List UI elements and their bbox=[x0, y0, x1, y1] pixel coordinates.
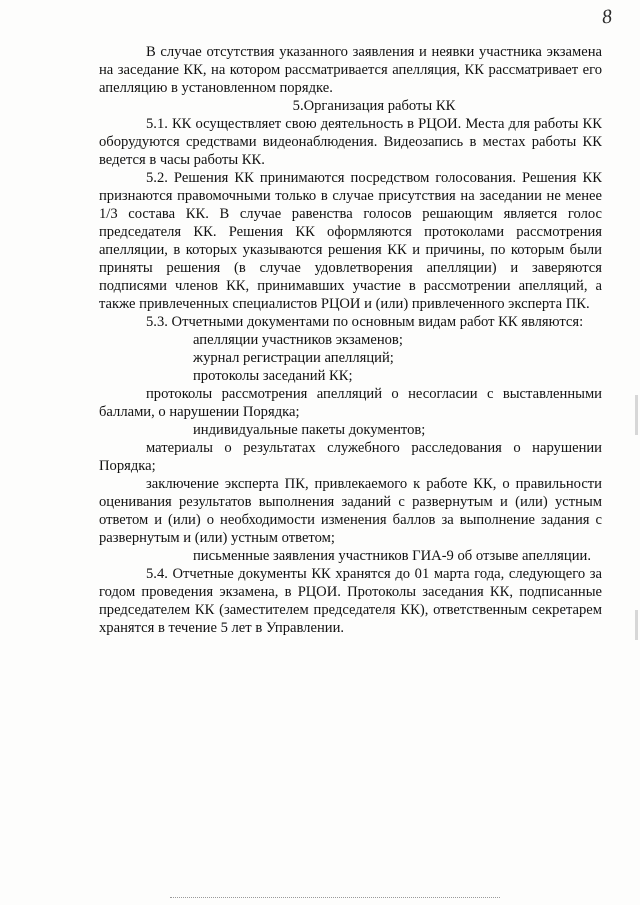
page-number: 8 bbox=[600, 5, 614, 29]
list-item: журнал регистрации апелляций; bbox=[193, 350, 394, 366]
list-item: протоколы заседаний КК; bbox=[193, 368, 353, 384]
list-item: апелляции участников экзаменов; bbox=[193, 332, 403, 348]
document-body bbox=[99, 43, 602, 637]
scan-artifact-line bbox=[170, 897, 500, 899]
paragraph-5-1: 5.1. КК осуществляет свою деятельность в РЦОИ. Места для работы КК оборудуются средствами видеонаблюдения. Видеозапись в местах работы КК ведется в часы работы КК. bbox=[99, 116, 602, 168]
list-item: протоколы рассмотрения апелляций о несогласии с выставленными баллами, о нарушении Порядка; bbox=[99, 386, 602, 420]
intro-paragraph: В случае отсутствия указанного заявления и неявки участника экзамена на заседание КК, на котором рассматривается апелляция, КК рассматривает его апелляцию в установленном порядке. bbox=[99, 44, 602, 96]
scan-edge-mark bbox=[635, 610, 638, 640]
paragraph-5-3: 5.3. Отчетными документами по основным видам работ КК являются: bbox=[146, 314, 584, 330]
paragraph-5-4: 5.4. Отчетные документы КК хранятся до 01 марта года, следующего за годом проведения экзамена, в РЦОИ. Протоколы заседания КК, подписанные председателем КК (заместителем председателя КК), ответственным секретарем хранятся в течение 5 лет в Управлении. bbox=[99, 566, 602, 636]
paragraph-5-2: 5.2. Решения КК принимаются посредством голосования. Решения КК признаются правомочными только в случае присутствия на заседании не менее 1/3 состава КК. В случае равенства голосов решающим является голос председателя КК. Решения КК оформляются протоколами рассмотрения апелляции, в которых указываются решения КК и причины, по которым были приняты решения (в случае удовлетворения апелляции) и заверяются подписями членов КК, принимавших участие в рассмотрении апелляций, а также привлеченных специалистов РЦОИ и (или) привлеченного эксперта ПК. bbox=[99, 170, 602, 312]
list-item: заключение эксперта ПК, привлекаемого к работе КК, о правильности оценивания результатов выполнения заданий с развернутым и (или) устным ответом и (или) о необходимости изменения баллов за выполнение задания с развернутым и (или) устным ответом; bbox=[99, 476, 602, 546]
scan-edge-mark bbox=[635, 395, 638, 435]
list-item: материалы о результатах служебного расследования о нарушении Порядка; bbox=[99, 440, 602, 474]
list-item: письменные заявления участников ГИА-9 об отзыве апелляции. bbox=[193, 548, 591, 564]
list-item: индивидуальные пакеты документов; bbox=[193, 422, 426, 438]
section-heading: 5.Организация работы КК bbox=[292, 98, 456, 114]
